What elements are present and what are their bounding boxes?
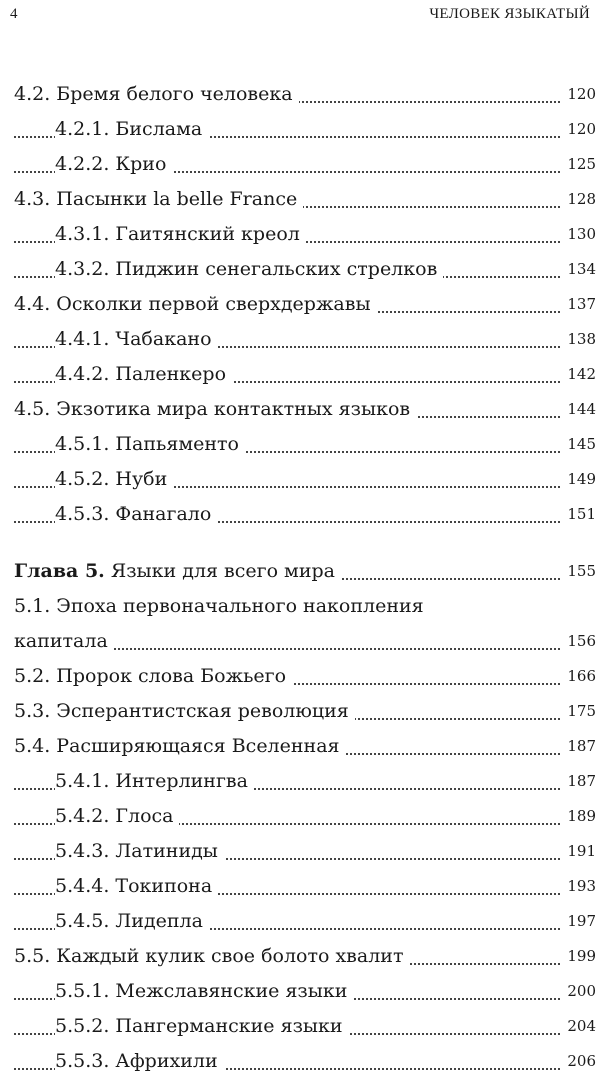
toc-entry-text: 4.3.2. Пиджин сенегальских стрелков <box>55 252 443 287</box>
toc-entry-text: 4.2. Бремя белого человека <box>14 77 299 112</box>
toc-subentry[interactable] <box>0 974 604 1009</box>
toc-entry-page: 166 <box>561 659 596 694</box>
toc-entry-text: 4.5.3. Фанагало <box>55 497 217 532</box>
toc-entry-text: 5.4.1. Интерлингва <box>55 764 254 799</box>
toc-entry[interactable] <box>0 729 604 764</box>
toc-subentry[interactable] <box>0 217 604 252</box>
toc-entry-page: 199 <box>561 939 596 974</box>
toc-entry-page: 130 <box>561 217 596 252</box>
toc-entry-page: 144 <box>561 392 596 427</box>
toc-entry-text: 4.5. Экзотика мира контактных языков <box>14 392 416 427</box>
toc-entry-text: 5.4.4. Токипона <box>55 869 218 904</box>
toc-spacer <box>0 532 604 554</box>
toc-subentry[interactable] <box>0 322 604 357</box>
toc-entry-chapter-5[interactable] <box>0 554 604 589</box>
toc-entry-text: 4.2.2. Крио <box>55 147 172 182</box>
toc-entry-page: 125 <box>561 147 596 182</box>
toc-entry-text: 5.5. Каждый кулик свое болото хвалит <box>14 939 409 974</box>
toc-entry-text: 5.5.1. Межславянские языки <box>55 974 353 1009</box>
toc-entry-text: 5.4.5. Лидепла <box>55 904 209 939</box>
toc-entry-text: 5.5.2. Пангерманские языки <box>55 1009 349 1044</box>
toc-entry-page: 187 <box>561 764 596 799</box>
toc-entry-page: 206 <box>561 1044 596 1079</box>
toc-entry[interactable] <box>0 287 604 322</box>
toc-entry-page: 138 <box>561 322 596 357</box>
chapter-label: Глава 5. <box>14 560 105 582</box>
toc-entry-text: 4.3. Пасынки la belle France <box>14 182 303 217</box>
toc-entry-text <box>14 554 341 589</box>
toc-subentry[interactable] <box>0 834 604 869</box>
toc-entry-text: капитала <box>14 624 114 659</box>
toc-entry-page: 200 <box>561 974 596 1009</box>
toc-subentry[interactable] <box>0 112 604 147</box>
toc-subentry[interactable] <box>0 357 604 392</box>
table-of-contents <box>0 77 604 1079</box>
toc-entry-text: 5.4.3. Латиниды <box>55 834 224 869</box>
toc-entry-text: 5.2. Пророк слова Божьего <box>14 659 292 694</box>
toc-entry[interactable] <box>0 939 604 974</box>
toc-entry-wrapped-line2[interactable] <box>0 624 604 659</box>
chapter-title: Языки для всего мира <box>110 560 335 582</box>
toc-entry-page: 204 <box>561 1009 596 1044</box>
toc-entry-page: 197 <box>561 904 596 939</box>
toc-entry-text: 5.1. Эпоха первоначального накопления <box>14 589 430 624</box>
toc-entry-text: 4.3.1. Гаитянский креол <box>55 217 306 252</box>
toc-subentry[interactable] <box>0 252 604 287</box>
toc-entry[interactable] <box>0 392 604 427</box>
toc-subentry[interactable] <box>0 1044 604 1079</box>
toc-entry-page: 156 <box>561 624 596 659</box>
toc-subentry[interactable] <box>0 1009 604 1044</box>
toc-entry[interactable] <box>0 77 604 112</box>
toc-entry-page: 193 <box>561 869 596 904</box>
toc-entry-text: 5.3. Эсперантистская революция <box>14 694 355 729</box>
toc-entry[interactable] <box>0 659 604 694</box>
toc-entry-page: 191 <box>561 834 596 869</box>
toc-subentry[interactable] <box>0 427 604 462</box>
toc-subentry[interactable] <box>0 147 604 182</box>
toc-entry-page: 142 <box>561 357 596 392</box>
toc-entry[interactable] <box>0 182 604 217</box>
toc-entry[interactable] <box>0 694 604 729</box>
toc-entry-page: 134 <box>561 252 596 287</box>
toc-entry-wrapped-line1[interactable] <box>0 589 604 624</box>
running-header <box>0 6 604 30</box>
toc-entry-page: 175 <box>561 694 596 729</box>
toc-entry-text: 4.4. Осколки первой сверхдержавы <box>14 287 377 322</box>
toc-entry-page: 151 <box>561 497 596 532</box>
toc-entry-text: 5.5.3. Африхили <box>55 1044 224 1079</box>
toc-entry-page: 120 <box>561 112 596 147</box>
toc-entry-page: 187 <box>561 729 596 764</box>
toc-subentry[interactable] <box>0 497 604 532</box>
toc-entry-page: 155 <box>561 554 596 589</box>
toc-entry-text: 4.5.1. Папьяменто <box>55 427 245 462</box>
toc-entry-text: 4.2.1. Бислама <box>55 112 208 147</box>
toc-subentry[interactable] <box>0 462 604 497</box>
toc-entry-page: 137 <box>561 287 596 322</box>
page-number: 4 <box>10 6 18 22</box>
toc-entry-page: 128 <box>561 182 596 217</box>
toc-entry-page: 149 <box>561 462 596 497</box>
toc-entry-page: 120 <box>561 77 596 112</box>
toc-entry-page: 145 <box>561 427 596 462</box>
toc-subentry[interactable] <box>0 869 604 904</box>
toc-group-chapter-4 <box>0 77 604 532</box>
toc-entry-text: 4.5.2. Нуби <box>55 462 173 497</box>
toc-entry-text: 5.4.2. Глоса <box>55 799 179 834</box>
toc-entry-text: 5.4. Расширяющаяся Вселенная <box>14 729 346 764</box>
toc-entry-text: 4.4.2. Паленкеро <box>55 357 232 392</box>
toc-subentry[interactable] <box>0 799 604 834</box>
toc-entry-text: 4.4.1. Чабакано <box>55 322 218 357</box>
toc-subentry[interactable] <box>0 904 604 939</box>
toc-subentry[interactable] <box>0 764 604 799</box>
book-title: ЧЕЛОВЕК ЯЗЫКАТЫЙ <box>429 6 590 22</box>
toc-entry-page: 189 <box>561 799 596 834</box>
toc-group-chapter-5 <box>0 659 604 1079</box>
